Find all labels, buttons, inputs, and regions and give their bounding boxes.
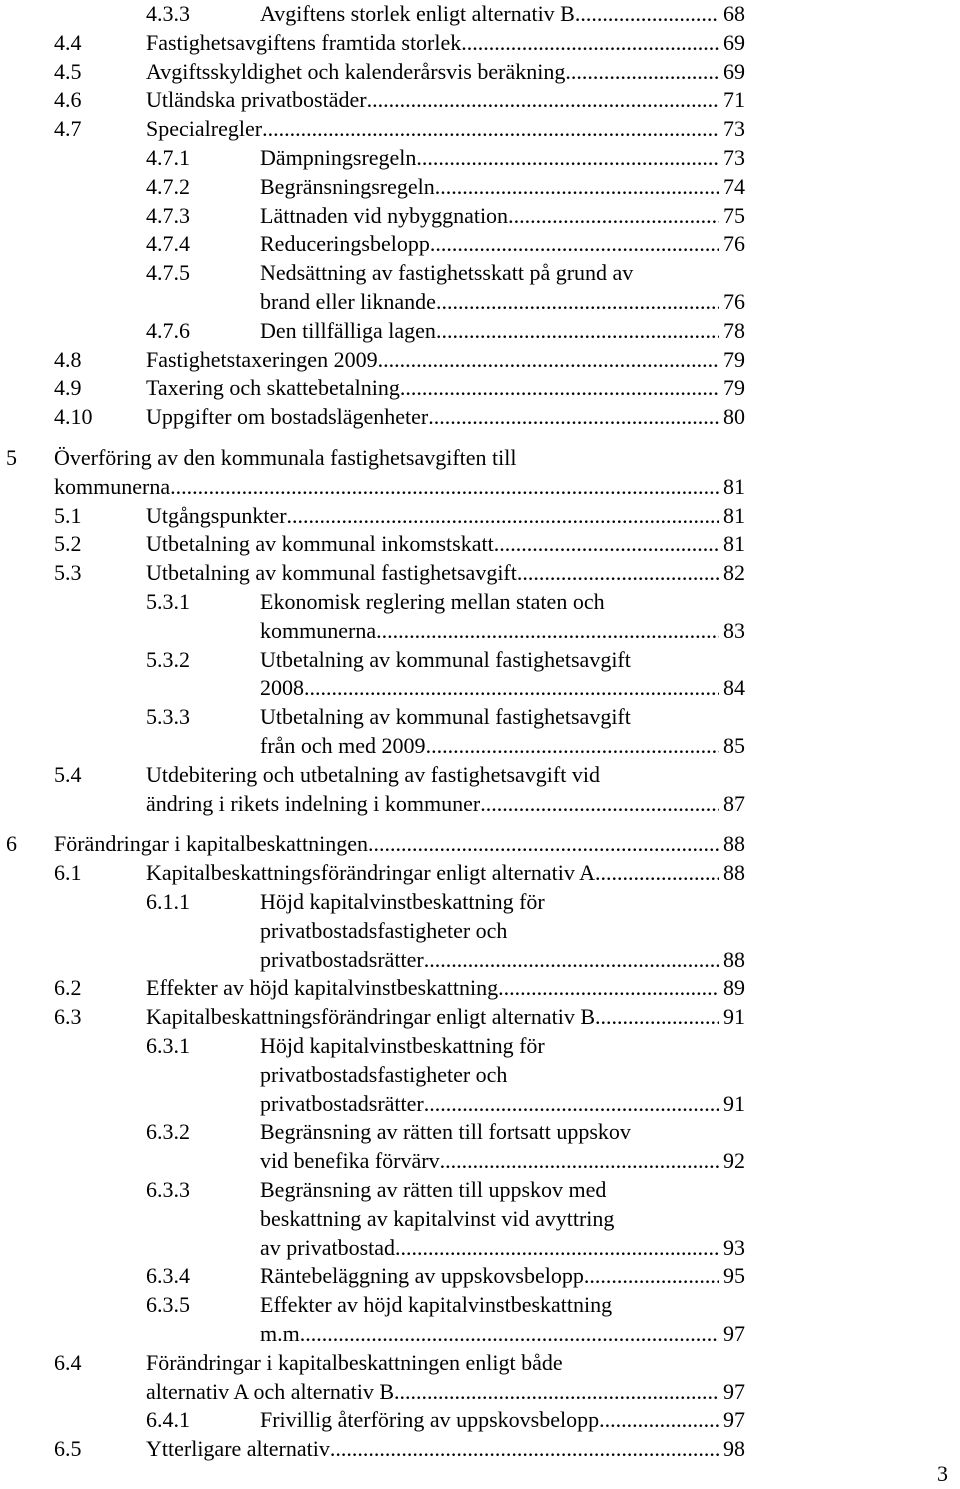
- toc-entry-page: 97: [723, 1320, 745, 1346]
- toc-entry-title-line: Utdebitering och utbetalning av fastighetsavgift vid: [146, 761, 600, 787]
- toc-entry-title-line: kommunerna: [260, 617, 377, 643]
- toc-entry-page: 89: [723, 975, 745, 1001]
- toc-entry-title: [260, 1032, 719, 1118]
- toc-entry[interactable]: [0, 888, 960, 974]
- toc-entry-title: [260, 259, 719, 317]
- toc-entry-page: 73: [723, 145, 745, 170]
- toc-entry-title-line: privatbostadsfastigheter och: [260, 917, 508, 943]
- toc-entry-title-line: vid benefika förvärv: [260, 1148, 440, 1174]
- toc-entry-number: 4.7: [54, 116, 82, 142]
- toc-entry-number: 6.3.2: [146, 1119, 190, 1145]
- toc-entry-page: 82: [723, 560, 745, 586]
- dot-leader: [436, 317, 719, 346]
- dot-leader: [595, 1003, 719, 1032]
- toc-entry-number: 6.2: [54, 975, 82, 1001]
- toc-entry-title-line: Begränsning av rätten till fortsatt uppskov: [260, 1119, 631, 1145]
- dot-leader: [395, 1234, 719, 1263]
- toc-entry-title: [260, 1262, 719, 1291]
- toc-entry-page: 92: [723, 1148, 745, 1174]
- toc-entry-title-line: Överföring av den kommunala fastighetsavgiften till: [54, 445, 517, 470]
- toc-entry-number: 4.7.6: [146, 317, 190, 343]
- dot-leader: [304, 674, 719, 703]
- dot-leader: [480, 790, 719, 819]
- toc-entry-title-line: Lättnaden vid nybyggnation: [260, 202, 509, 228]
- toc-entry[interactable]: [0, 58, 960, 87]
- toc-entry[interactable]: [0, 588, 960, 646]
- toc-entry-title: [260, 0, 719, 29]
- toc-entry-page: 69: [723, 58, 745, 84]
- toc-entry-number: 4.4: [54, 29, 82, 55]
- toc-entry-page: 79: [723, 375, 745, 401]
- dot-leader: [424, 1090, 719, 1119]
- toc-entry-title-line: privatbostadsrätter: [260, 1090, 424, 1116]
- toc-entry[interactable]: [0, 1349, 960, 1407]
- toc-entry-title-line: alternativ A och alternativ B: [146, 1378, 395, 1404]
- toc-entry-title-line: privatbostadsrätter: [260, 946, 424, 972]
- toc-entry-number: 5.3.1: [146, 589, 190, 614]
- toc-entry-title: [260, 173, 719, 202]
- dot-leader: [494, 530, 719, 559]
- toc-entry-title-line: brand eller liknande: [260, 288, 436, 314]
- toc-entry-number: 6.3: [54, 1004, 82, 1030]
- toc-entry-page: 71: [723, 87, 745, 113]
- toc-entry-title-line: Utbetalning av kommunal fastighetsavgift: [146, 560, 517, 586]
- toc-entry-title-line: från och med 2009: [260, 732, 426, 758]
- toc-entry-title-line: privatbostadsfastigheter och: [260, 1061, 508, 1087]
- toc-entry-title-line: Avgiftsskyldighet och kalenderårsvis beräkning: [146, 58, 566, 84]
- toc-entry-page: 95: [723, 1263, 745, 1289]
- toc-entry-page: 75: [723, 202, 745, 228]
- toc-entry-title-line: Begränsning av rätten till uppskov med: [260, 1177, 607, 1202]
- toc-entry-title: [146, 58, 719, 87]
- toc-entry-number: 5.3: [54, 560, 82, 586]
- toc-entry-title-line: 2008: [260, 675, 304, 701]
- toc-entry[interactable]: [0, 1032, 960, 1118]
- toc-entry[interactable]: [0, 1003, 960, 1032]
- toc-entry-page: 76: [723, 288, 745, 314]
- toc-entry-number: 4.8: [54, 346, 82, 372]
- toc-entry-title-line: Höjd kapitalvinstbeskattning för: [260, 889, 545, 914]
- toc-entry[interactable]: [0, 646, 960, 704]
- toc-entry-title-line: Fastighetsavgiftens framtida storlek: [146, 29, 462, 55]
- toc-entry-title-line: ändring i rikets indelning i kommuner: [146, 790, 481, 816]
- toc-entry-title: [260, 1291, 719, 1349]
- toc-entry-title-line: Utbetalning av kommunal inkomstskatt: [146, 531, 494, 557]
- toc-entry-page: 74: [723, 173, 745, 199]
- toc-entry-title-line: Utbetalning av kommunal fastighetsavgift: [260, 646, 631, 672]
- toc-entry-number: 4.9: [54, 375, 82, 401]
- toc-entry-title-line: av privatbostad: [260, 1234, 396, 1260]
- toc-entry[interactable]: [0, 1435, 960, 1464]
- toc-entry-title-line: Ytterligare alternativ: [146, 1436, 330, 1462]
- toc-entry-page: 80: [723, 404, 745, 430]
- toc-entry[interactable]: [0, 1118, 960, 1176]
- toc-entry[interactable]: [0, 317, 960, 346]
- toc-entry-title: [54, 444, 719, 502]
- dot-leader: [367, 86, 719, 115]
- toc-entry[interactable]: [0, 29, 960, 58]
- toc-entry[interactable]: [0, 1406, 960, 1435]
- toc-entry-title: [260, 230, 719, 259]
- dot-leader: [428, 403, 719, 432]
- dot-leader: [170, 473, 719, 502]
- toc-entry-title: [260, 588, 719, 646]
- toc-entry-title: [260, 1176, 719, 1262]
- toc-entry[interactable]: [0, 346, 960, 375]
- toc-entry-number: 4.7.2: [146, 173, 190, 199]
- toc-entry[interactable]: [0, 859, 960, 888]
- toc-entry[interactable]: [0, 559, 960, 588]
- toc-entry-page: 69: [723, 29, 745, 55]
- toc-entry-title: [146, 859, 719, 888]
- toc-entry-page: 81: [723, 473, 745, 499]
- toc-entry-number: 4.7.5: [146, 260, 190, 286]
- toc-entry[interactable]: [0, 1291, 960, 1349]
- toc-entry-number: 6.4.1: [146, 1407, 190, 1433]
- toc-entry-title: [260, 1118, 719, 1176]
- toc-entry-title: [146, 502, 719, 531]
- dot-leader: [565, 58, 719, 87]
- toc-entry-page: 83: [723, 617, 745, 643]
- toc-entry-number: 4.3.3: [146, 1, 190, 26]
- dot-leader: [330, 1435, 719, 1464]
- toc-entry[interactable]: [0, 144, 960, 173]
- toc-entry-number: 4.7.1: [146, 145, 190, 170]
- toc-entry-title-line: Utgångspunkter: [146, 502, 287, 528]
- toc-entry-number: 4.7.4: [146, 231, 190, 257]
- toc-entry-title: [260, 646, 719, 704]
- toc-entry-number: 5.2: [54, 531, 82, 557]
- toc-entry-page: 73: [723, 116, 745, 142]
- dot-leader: [595, 859, 719, 888]
- toc-entry-page: 88: [723, 946, 745, 972]
- toc-entry-title: [146, 403, 719, 432]
- toc-entry-page: 81: [723, 502, 745, 528]
- toc-entry-page: 79: [723, 346, 745, 372]
- dot-leader: [498, 974, 719, 1003]
- toc-entry-title: [260, 144, 719, 173]
- toc-entry-title-line: kommunerna: [54, 473, 171, 499]
- toc-entry-page: 87: [723, 790, 745, 816]
- toc-entry-page: 97: [723, 1378, 745, 1404]
- toc-entry-title-line: Specialregler: [146, 116, 263, 142]
- dot-leader: [508, 202, 719, 231]
- toc-entry[interactable]: [0, 444, 960, 502]
- toc-entry[interactable]: [0, 703, 960, 761]
- toc-entry-title-line: Effekter av höjd kapitalvinstbeskattning: [260, 1292, 613, 1318]
- toc-entry-title-line: Dämpningsregeln: [260, 145, 417, 170]
- dot-leader: [262, 115, 719, 144]
- toc-entry[interactable]: [0, 502, 960, 531]
- toc-entry-title: [260, 1406, 719, 1435]
- dot-leader: [599, 1406, 719, 1435]
- toc-entry-title-line: Fastighetstaxeringen 2009: [146, 346, 378, 372]
- dot-leader: [368, 830, 719, 859]
- toc-entry-title-line: Räntebeläggning av uppskovsbelopp: [260, 1263, 584, 1289]
- toc-entry[interactable]: [0, 230, 960, 259]
- toc-entry-title-line: Reduceringsbelopp: [260, 231, 430, 257]
- toc-entry-number: 5.3.2: [146, 646, 190, 672]
- toc-entry-title-line: Taxering och skattebetalning: [146, 375, 400, 401]
- dot-leader: [394, 1378, 719, 1407]
- toc-entry-title: [54, 830, 719, 859]
- toc-entry[interactable]: [0, 202, 960, 231]
- toc-entry-page: 68: [723, 1, 745, 26]
- toc-entry-page: 91: [723, 1004, 745, 1030]
- toc-entry-title: [146, 1349, 719, 1407]
- toc-entry[interactable]: [0, 173, 960, 202]
- toc-entry-title: [260, 317, 719, 346]
- toc-entry-page: 85: [723, 732, 745, 758]
- toc-entry[interactable]: [0, 1262, 960, 1291]
- toc-entry-title: [146, 1435, 719, 1464]
- toc-entry-page: 98: [723, 1436, 745, 1462]
- toc-entry[interactable]: [0, 374, 960, 403]
- toc-entry-page: 76: [723, 231, 745, 257]
- toc-entry-number: 6.5: [54, 1436, 82, 1462]
- toc-entry-title-line: Nedsättning av fastighetsskatt på grund av: [260, 260, 634, 286]
- toc-entry-number: 5.3.3: [146, 704, 190, 730]
- toc-entry-title-line: Effekter av höjd kapitalvinstbeskattning: [146, 975, 499, 1001]
- dot-leader: [400, 374, 719, 403]
- toc-entry-number: 4.6: [54, 87, 82, 113]
- toc-entry-number: 6.1.1: [146, 889, 190, 914]
- dot-leader: [305, 1320, 719, 1349]
- toc-entry-number: 6.4: [54, 1349, 82, 1375]
- dot-leader: [517, 559, 719, 588]
- toc-entry-page: 78: [723, 317, 745, 343]
- toc-entry-page: 81: [723, 531, 745, 557]
- toc-entry-number: 6: [6, 831, 17, 857]
- toc-entry[interactable]: [0, 0, 960, 29]
- toc-entry-title: [260, 888, 719, 974]
- toc-entry-title: [146, 559, 719, 588]
- toc-entry-number: 6.1: [54, 860, 82, 886]
- toc-entry-number: 6.3.3: [146, 1177, 190, 1202]
- toc-entry-title-line: Frivillig återföring av uppskovsbelopp: [260, 1407, 600, 1433]
- toc-entry-title: [146, 974, 719, 1003]
- toc-entry-page: 91: [723, 1090, 745, 1116]
- toc-entry-title-line: Ekonomisk reglering mellan staten och: [260, 589, 605, 614]
- toc-entry-title-line: Uppgifter om bostadslägenheter: [146, 404, 429, 430]
- toc-entry-title-line: beskattning av kapitalvinst vid avyttring: [260, 1205, 615, 1231]
- dot-leader: [440, 1147, 719, 1176]
- toc-entry-title-line: Utländska privatbostäder: [146, 87, 367, 113]
- toc-entry-page: 84: [723, 675, 745, 701]
- toc-entry-number: 5.1: [54, 502, 82, 528]
- toc-entry-title: [260, 703, 719, 761]
- dot-leader: [426, 732, 719, 761]
- toc-entry[interactable]: [0, 761, 960, 819]
- dot-leader: [424, 946, 719, 975]
- toc-entry-title-line: Höjd kapitalvinstbeskattning för: [260, 1033, 545, 1058]
- toc-entry-title-line: Utbetalning av kommunal fastighetsavgift: [260, 704, 631, 730]
- toc-entry-title-line: Kapitalbeskattningsförändringar enligt alternativ B: [146, 1004, 596, 1030]
- toc-entry-title: [260, 202, 719, 231]
- toc-entry[interactable]: [0, 1176, 960, 1262]
- toc-entry-title-line: Den tillfälliga lagen: [260, 317, 436, 343]
- toc-entry-title-line: m.m.: [260, 1320, 306, 1346]
- dot-leader: [376, 617, 719, 646]
- dot-leader: [575, 0, 719, 29]
- dot-leader: [430, 230, 719, 259]
- toc-entry-number: 5: [6, 445, 17, 470]
- dot-leader: [378, 346, 719, 375]
- toc-entry[interactable]: [0, 530, 960, 559]
- toc-entry-number: 4.5: [54, 58, 82, 84]
- toc-entry-page: 88: [723, 860, 745, 886]
- dot-leader: [416, 144, 719, 173]
- toc-entry-page: 88: [723, 831, 745, 857]
- toc-entry-title-line: Kapitalbeskattningsförändringar enligt alternativ A: [146, 860, 596, 886]
- toc-entry-number: 4.7.3: [146, 202, 190, 228]
- toc-entry-title: [146, 761, 719, 819]
- toc-entry-title: [146, 86, 719, 115]
- toc-entry[interactable]: [0, 830, 960, 859]
- toc-entry-title: [146, 115, 719, 144]
- toc-entry-number: 6.3.5: [146, 1292, 190, 1318]
- toc-entry-number: 6.3.4: [146, 1263, 190, 1289]
- toc-entry-title: [146, 374, 719, 403]
- toc-entry[interactable]: [0, 259, 960, 317]
- dot-leader: [287, 502, 719, 531]
- toc-entry-title: [146, 530, 719, 559]
- toc-entry-title: [146, 1003, 719, 1032]
- dot-leader: [584, 1262, 719, 1291]
- toc-entry[interactable]: [0, 403, 960, 432]
- toc-entry-title: [146, 29, 719, 58]
- dot-leader: [461, 29, 719, 58]
- dot-leader: [435, 173, 719, 202]
- page-number: 3: [937, 1461, 948, 1486]
- dot-leader: [436, 288, 719, 317]
- toc-entry-number: 5.4: [54, 761, 82, 787]
- toc-entry[interactable]: [0, 974, 960, 1003]
- toc-entry-title-line: Förändringar i kapitalbeskattningen: [54, 831, 369, 857]
- toc-entry-title-line: Avgiftens storlek enligt alternativ B: [260, 1, 575, 26]
- toc-entry-number: 4.10: [54, 404, 93, 430]
- toc-entry-number: 6.3.1: [146, 1033, 190, 1058]
- toc-entry-title-line: Förändringar i kapitalbeskattningen enligt både: [146, 1349, 563, 1375]
- toc-entry-title: [146, 346, 719, 375]
- toc-entry[interactable]: [0, 115, 960, 144]
- toc-entry-title-line: Begränsningsregeln: [260, 173, 435, 199]
- toc-entry-page: 93: [723, 1234, 745, 1260]
- toc-entry-page: 97: [723, 1407, 745, 1433]
- toc-entry[interactable]: [0, 86, 960, 115]
